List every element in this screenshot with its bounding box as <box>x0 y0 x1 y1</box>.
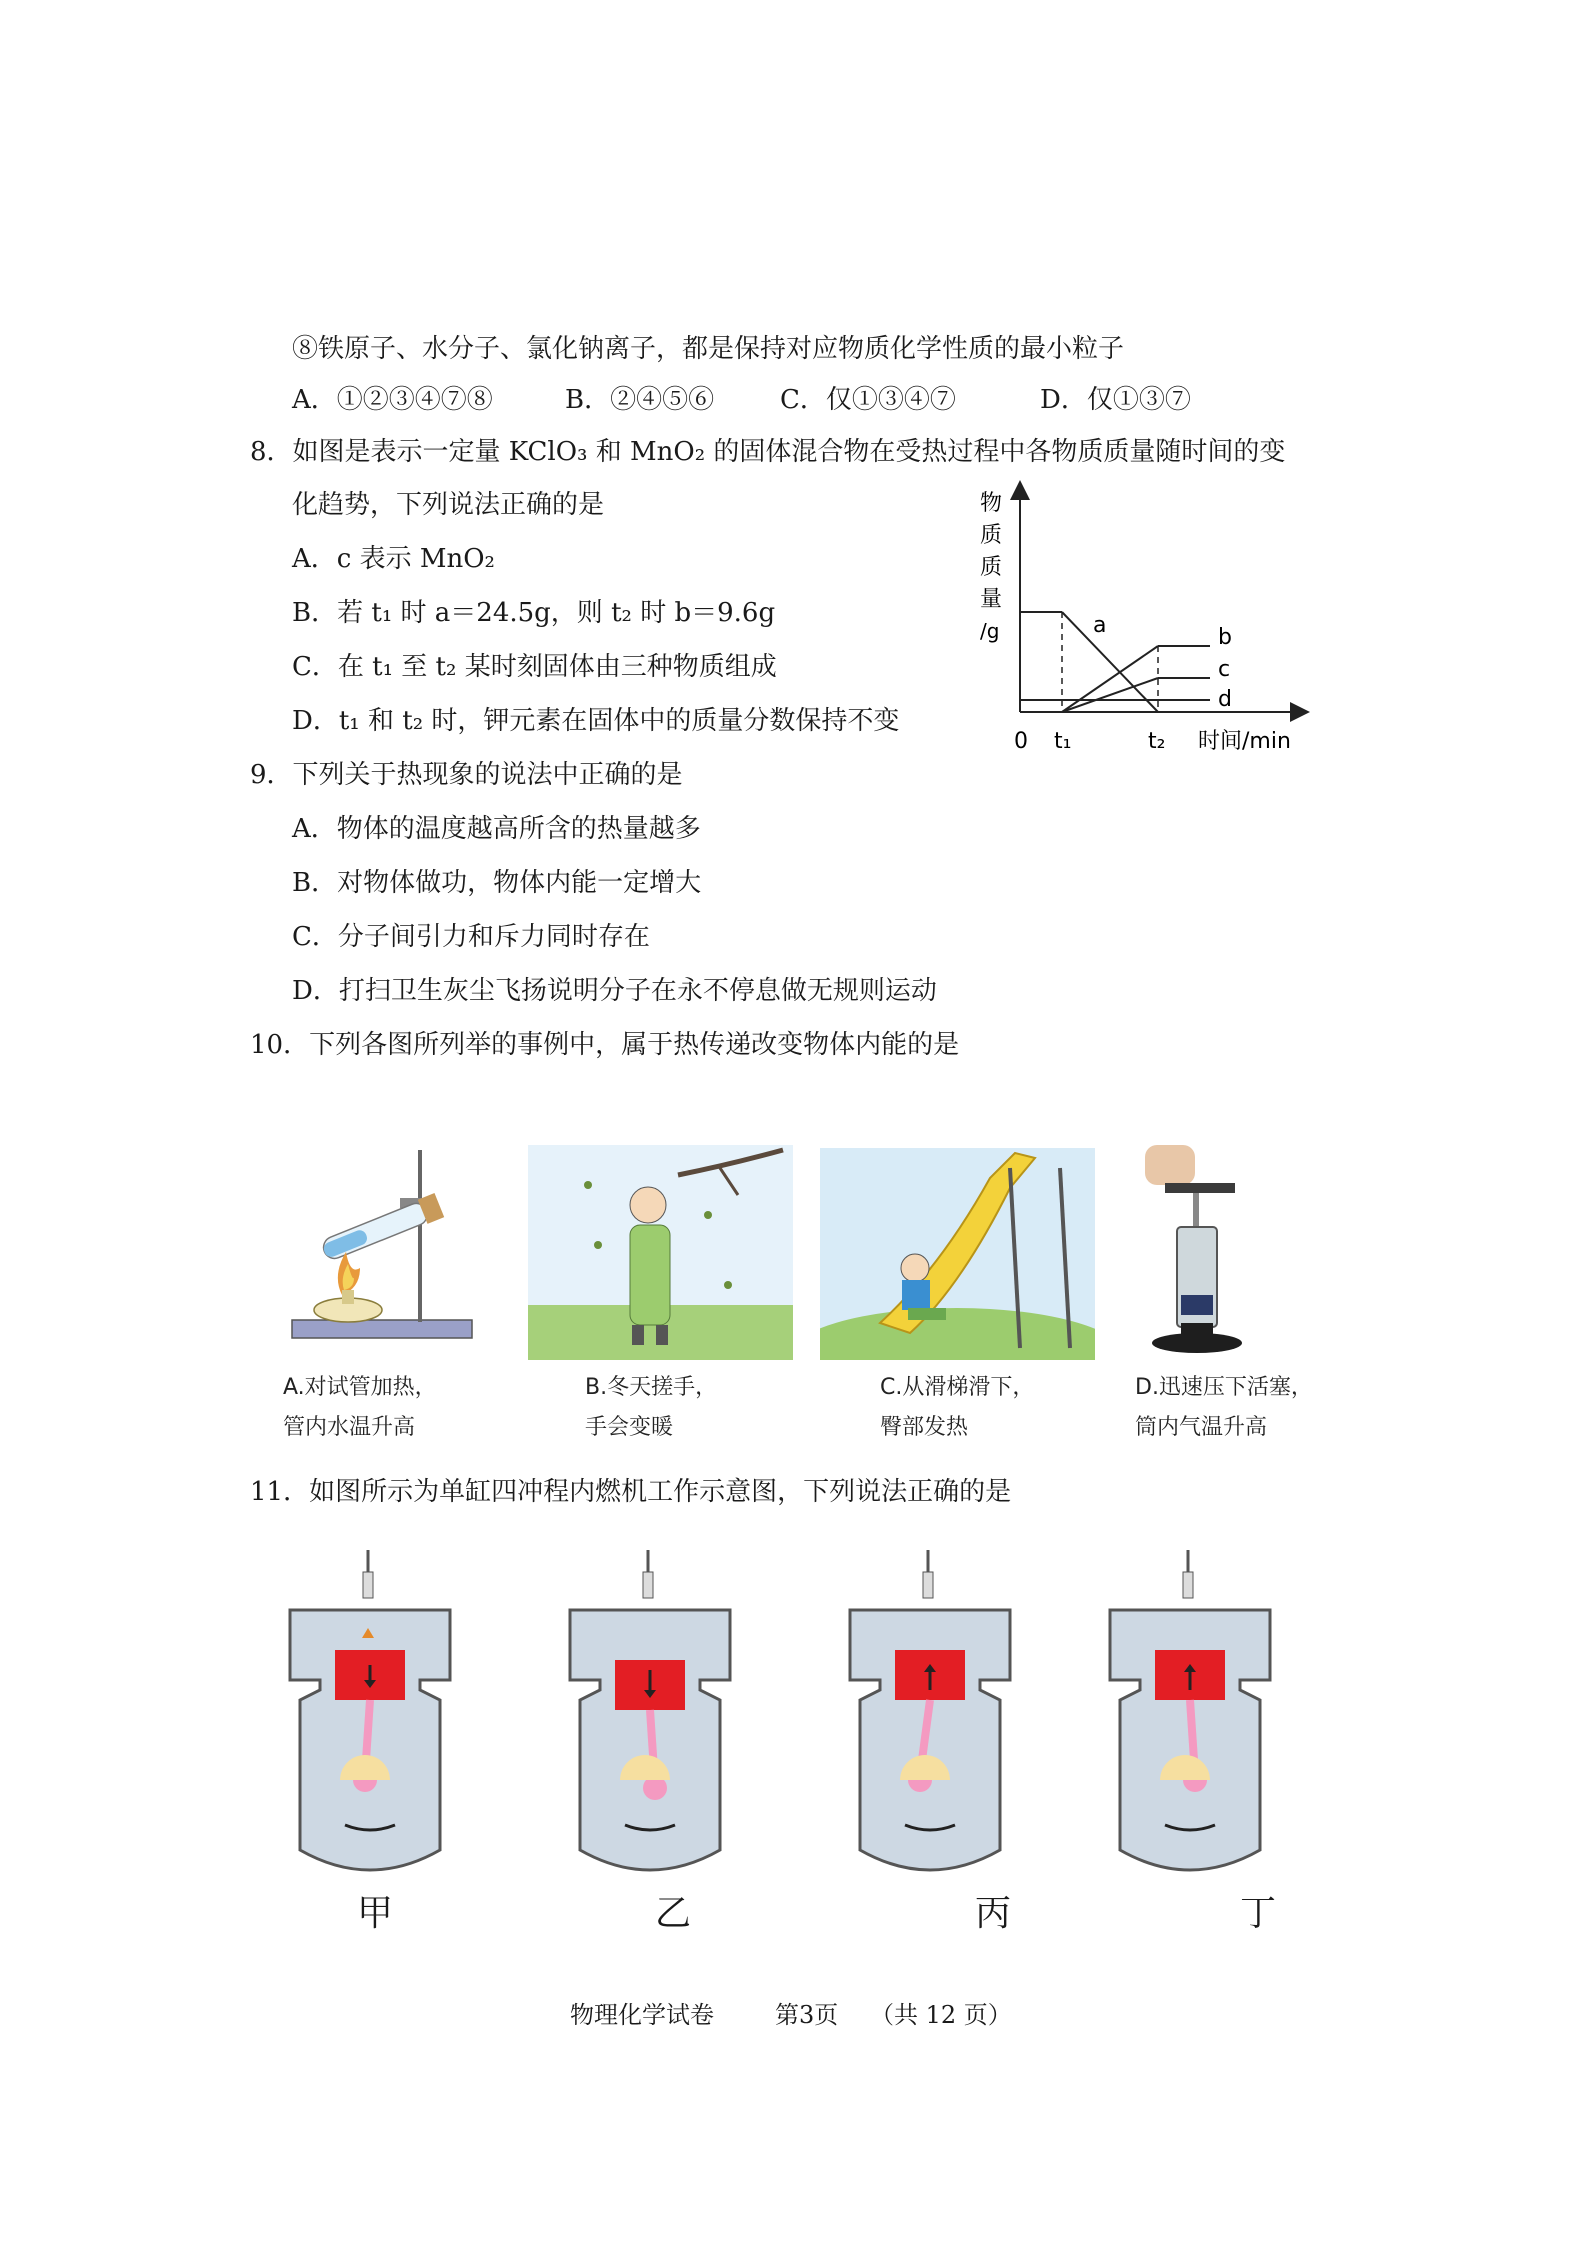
q10-caption-a-line1: A.对试管加热， <box>283 1375 437 1400</box>
q10-figure-b-rubbing-hands <box>528 1145 793 1360</box>
q8-option-d: D．t₁ 和 t₂ 时，钾元素在固体中的质量分数保持不变 <box>292 706 900 736</box>
engine-label-bing: 丙 <box>975 1893 1012 1934</box>
footer-total: （共 12 页） <box>870 2001 1012 2029</box>
origin-label: 0 <box>1014 729 1028 754</box>
curve-label-c: c <box>1218 657 1231 682</box>
q8-stem-line2: 化趋势，下列说法正确的是 <box>292 490 605 520</box>
engine-label-ding: 丁 <box>1240 1893 1277 1934</box>
engine-bing <box>850 1550 1010 1870</box>
q8-option-a: A．c 表示 MnO₂ <box>292 544 495 574</box>
y-label-1: 物 <box>980 491 1003 516</box>
curve-label-a: a <box>1093 613 1107 638</box>
curve-label-b: b <box>1218 625 1232 650</box>
engine-label-yi: 乙 <box>655 1893 692 1934</box>
q7-item8: ⑧铁原子、水分子、氯化钠离子，都是保持对应物质化学性质的最小粒子 <box>292 334 1125 364</box>
q10-caption-a-line2: 管内水温升高 <box>283 1415 416 1440</box>
q10-caption-d-line2: 筒内气温升高 <box>1135 1415 1268 1440</box>
q7-option-d: D．仅①③⑦ <box>1040 385 1191 415</box>
q11-engine-diagrams <box>270 1550 1330 1890</box>
q9-option-d: D．打扫卫生灰尘飞扬说明分子在永不停息做无规则运动 <box>292 976 937 1006</box>
q7-option-a: A．①②③④⑦⑧ <box>292 385 493 415</box>
q7-option-c: C．仅①③④⑦ <box>780 385 956 415</box>
q8-option-b: B．若 t₁ 时 a＝24.5g，则 t₂ 时 b＝9.6g <box>292 598 776 628</box>
q10-figure-d-air-pump <box>1125 1145 1255 1365</box>
y-label-5: /g <box>980 619 1000 643</box>
q9-option-b: B．对物体做功，物体内能一定增大 <box>292 868 702 898</box>
t2-label: t₂ <box>1148 729 1166 754</box>
footer-title: 物理化学试卷 <box>570 2001 714 2029</box>
footer-page: 第3页 <box>775 2001 839 2029</box>
curve-a-decline <box>1062 612 1158 712</box>
q9-option-c: C．分子间引力和斥力同时存在 <box>292 922 650 952</box>
q9-stem: 9．下列关于热现象的说法中正确的是 <box>250 760 683 790</box>
q10-caption-b-line1: B.冬天搓手， <box>585 1375 718 1400</box>
q10-figure-c-slide <box>820 1148 1095 1360</box>
q10-caption-b-line2: 手会变暖 <box>585 1415 674 1440</box>
y-label-2: 质 <box>980 523 1003 548</box>
q10-caption-c-line2: 臀部发热 <box>880 1415 969 1440</box>
engine-yi <box>570 1550 730 1870</box>
engine-jia <box>290 1550 450 1870</box>
curve-c-rise <box>1062 678 1158 712</box>
q7-option-b: B．②④⑤⑥ <box>565 385 715 415</box>
engine-label-jia: 甲 <box>357 1893 394 1934</box>
x-label: 时间/min <box>1198 729 1291 754</box>
curve-label-d: d <box>1218 687 1232 712</box>
q9-option-a: A．物体的温度越高所含的热量越多 <box>292 814 701 844</box>
q10-caption-d-line1: D.迅速压下活塞， <box>1135 1375 1313 1400</box>
q8-option-c: C．在 t₁ 至 t₂ 某时刻固体由三种物质组成 <box>292 652 777 682</box>
curve-b-rise <box>1062 646 1158 712</box>
q11-stem: 11．如图所示为单缸四冲程内燃机工作示意图，下列说法正确的是 <box>250 1477 1012 1507</box>
mass-time-graph <box>960 480 1320 770</box>
q10-caption-c-line1: C.从滑梯滑下， <box>880 1375 1035 1400</box>
q10-figure-a-test-tube-heating <box>280 1140 490 1360</box>
y-label-3: 质 <box>980 555 1003 580</box>
t1-label: t₁ <box>1054 729 1072 754</box>
engine-ding <box>1110 1550 1270 1870</box>
q10-stem: 10．下列各图所列举的事例中，属于热传递改变物体内能的是 <box>250 1030 960 1060</box>
q8-stem-line1: 8．如图是表示一定量 KClO₃ 和 MnO₂ 的固体混合物在受热过程中各物质质量随时间的变 <box>250 437 1286 467</box>
y-label-4: 量 <box>980 587 1003 612</box>
